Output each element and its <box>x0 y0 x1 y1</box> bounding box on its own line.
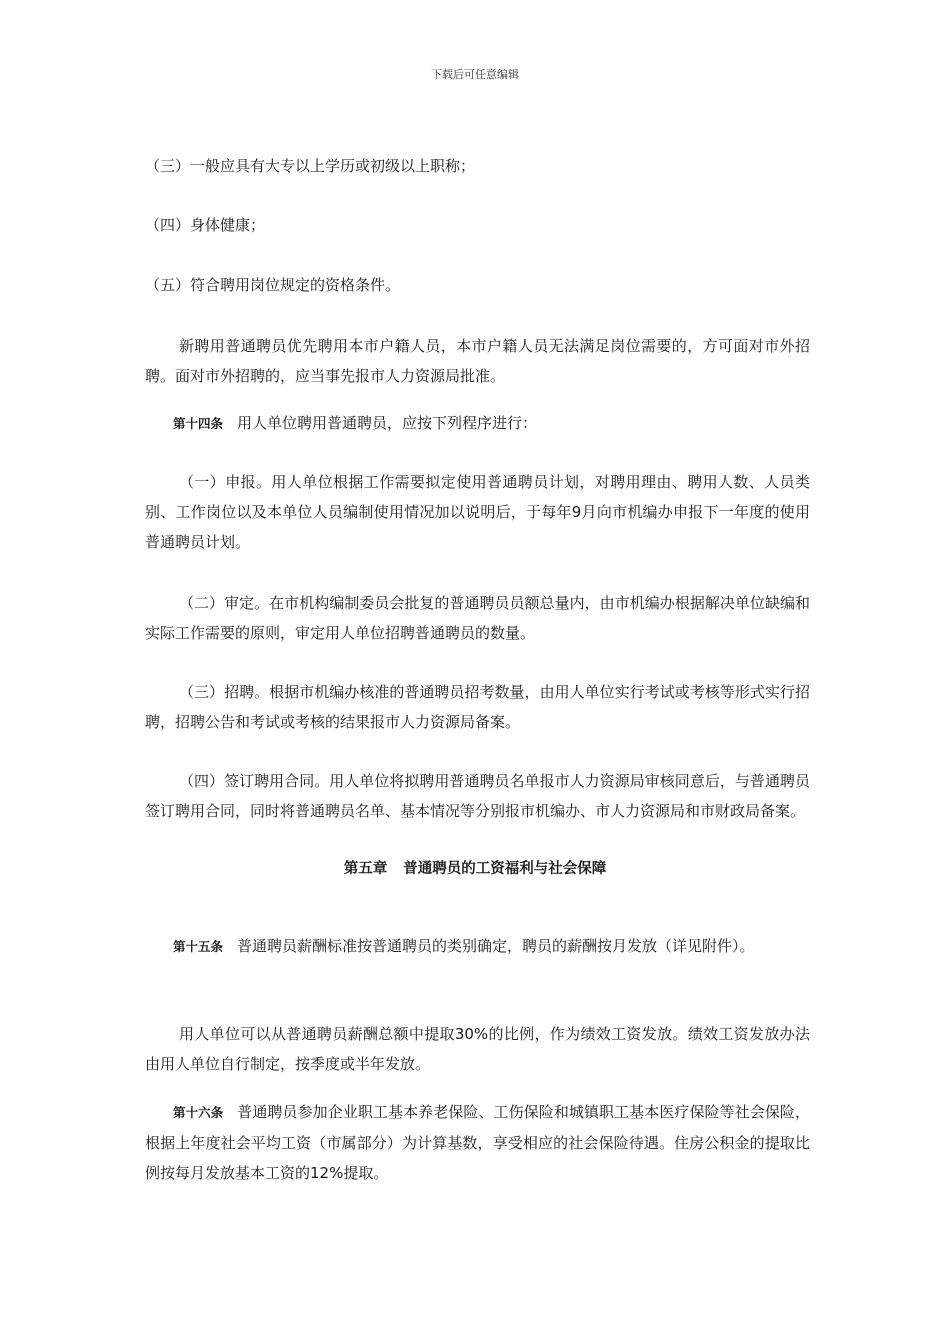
article-15-text: 普通聘员薪酬标准按普通聘员的类别确定，聘员的薪酬按月发放（详见附件）。 <box>237 937 755 955</box>
chapter-number: 第五章 <box>343 861 388 877</box>
chapter-heading <box>0 857 950 878</box>
procedure-2-approval: （二）审定。在市机构编制委员会批复的普通聘员员额总量内，由市机编办根据解决单位缺编和实际工作需要的原则，审定用人单位招聘普通聘员的数量。 <box>145 594 810 642</box>
article-14 <box>145 408 810 439</box>
clause-5-qualification: （五）符合聘用岗位规定的资格条件。 <box>145 276 401 294</box>
article-14-number: 第十四条 <box>173 416 224 431</box>
procedure-4-contract: （四）签订聘用合同。用人单位将拟聘用普通聘员名单报市人力资源局审核同意后，与普通聘员签订聘用合同，同时将普通聘员名单、基本情况等分别报市机编办、市人力资源局和市财政局备案。 <box>145 772 810 820</box>
procedure-3-recruitment: （三）招聘。根据市机编办核准的普通聘员招考数量，由用人单位实行考试或考核等形式实行招聘，招聘公告和考试或考核的结果报市人力资源局备案。 <box>145 683 810 731</box>
procedure-1-application: （一）申报。用人单位根据工作需要拟定使用普通聘员计划，对聘用理由、聘用人数、人员类别、工作岗位以及本单位人员编制使用情况加以说明后，于每年9月向市机编办申报下一年度的使用普通聘员计划。 <box>145 473 810 551</box>
clause-4-health: （四）身体健康； <box>145 216 266 234</box>
chapter-title: 普通聘员的工资福利与社会保障 <box>403 861 607 877</box>
article-15 <box>145 931 810 962</box>
article-14-text: 用人单位聘用普通聘员，应按下列程序进行： <box>237 414 538 432</box>
paragraph-local-hiring: 新聘用普通聘员优先聘用本市户籍人员，本市户籍人员无法满足岗位需要的，方可面对市外招聘。面对市外招聘的，应当事先报市人力资源局批准。 <box>145 337 810 385</box>
article-16 <box>145 1097 810 1188</box>
page-header: 下载后可任意编辑 <box>431 68 519 81</box>
article-15-number: 第十五条 <box>173 939 224 954</box>
article-16-text: 普通聘员参加企业职工基本养老保险、工伤保险和城镇职工基本医疗保险等社会保险，根据上年度社会平均工资（市属部分）为计算基数，享受相应的社会保险待遇。住房公积金的提取比例按每月发放基本工资的12%提取。 <box>145 1103 810 1182</box>
clause-3-education: （三）一般应具有大专以上学历或初级以上职称； <box>145 157 476 175</box>
article-16-number: 第十六条 <box>173 1105 224 1120</box>
paragraph-performance-pay: 用人单位可以从普通聘员薪酬总额中提取30%的比例，作为绩效工资发放。绩效工资发放办法由用人单位自行制定，按季度或半年发放。 <box>145 1025 810 1073</box>
